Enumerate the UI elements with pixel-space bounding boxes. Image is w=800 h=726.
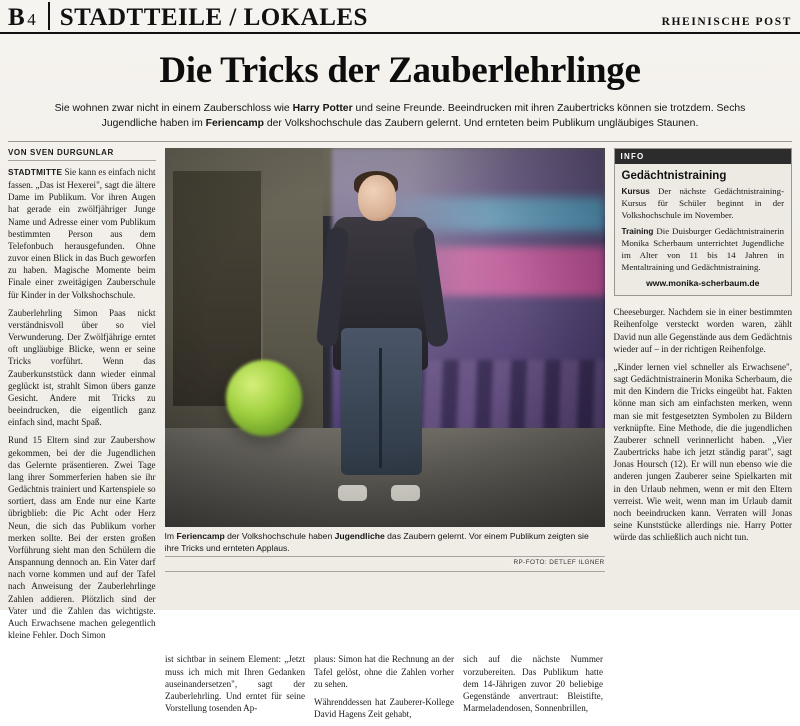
bottom-columns bbox=[0, 647, 800, 726]
info-box bbox=[614, 148, 792, 296]
photo-caption-bold-jugendliche: Jugendliche bbox=[334, 531, 385, 541]
column-left bbox=[8, 148, 156, 647]
info-box-title: Gedächtnistraining bbox=[621, 170, 727, 182]
standfirst bbox=[34, 101, 766, 131]
bottom-spacer bbox=[8, 653, 156, 726]
paper-name: RHEINISCHE POST bbox=[661, 16, 792, 28]
paragraph-3: Rund 15 Eltern sind zur Zaubershow gekommen, bei der die Jugendlichen das Gelernte präsentieren. Zwei Tage lang ihrer Sommerferien haben sie ihr Gedächtnis trainiert und Kartenspiele so sortiert, dass am Ende nur eine Karte übrigblieb: die Pic Acht oder Herz Neun, die sich das Publikum vorher merken sollte. Bei der ersten großen Vorführung sieht man den Schülern die Anspannung dennoch an. Ein Vater darf nach vorne kommen und auf der Tafel nach Anweisung der Zauberlehrlinge Zahlen addieren. Plötzlich sind der Vater und die Zahlen das wichtigste. Auch Erwachsene machen gelegentlich kleine Fehler. Doch Simon bbox=[8, 435, 156, 641]
section-badge bbox=[8, 5, 36, 30]
paragraph-4: ist sichtbar in seinem Element: „Jetzt muss ich mich mit Ihren Gedanken auseinandersetzen", sagt der Zauberlehrling. Und erntet für seine Vorstellung tosenden Ap- bbox=[165, 654, 305, 714]
paragraph-7: sich auf die nächste Nummer vorzubereiten. Das Publikum hatte dem 14-Jährigen zuvor 20 beliebige Gegenstände anvertraut: Bleistifte, Marmeladendosen, Sonnenbrillen, bbox=[463, 654, 603, 714]
paragraph-1-text: Sie kann es einfach nicht fassen. „Das ist Hexerei", sagt die ältere Dame im Publikum. Vor ihren Augen hat gerade ein zwölfjähriger Junge Name und Adresse einer vom Publikum bestimmten Person aus dem Telefonbuch herausgefunden. Ohne zuvor einen Blick in das Buch geworfen zu haben. Magische Momente beim Finale einer zweitägigen Zauberschule für Kinder in der Volkshochschule. bbox=[8, 167, 156, 300]
standfirst-feriencamp: Feriencamp bbox=[205, 117, 264, 129]
standfirst-part-2: und seine Freunde. Beeindrucken mit ihren Zaubertricks können sie trotzdem. Sechs Jugendliche haben im bbox=[101, 102, 746, 129]
paragraph-2: Zauberlehrling Simon Paas nickt verständnisvoll über so viel Verwunderung. Der Zwölfjährige erntet oft ungläubige Blicke, wenn er seine Tricks vorführt. Wenn das Zauberkunststück dann wieder einmal geglückt ist, strahlt Simon übers ganze Gesicht. Andere mit Tricks zu beeindrucken, die eigentlich ganz einfach sind, macht Spaß. bbox=[8, 307, 156, 428]
standfirst-part-1: Sie wohnen zwar nicht in einem Zauberschloss wie bbox=[54, 102, 293, 114]
masthead bbox=[0, 0, 800, 34]
column-right bbox=[614, 148, 792, 647]
info-box-text-kursus: Der nächste Gedächtnistraining-Kursus für Schüler beginnt in der Volkshochschule im November. bbox=[621, 186, 784, 220]
info-box-label-training: Training bbox=[621, 227, 654, 237]
dateline: STADTMITTE bbox=[8, 168, 63, 177]
paragraph-6: Währenddessen hat Zauberer-Kollege David Hagens Zeit gehabt, bbox=[314, 696, 454, 720]
section-letter: B bbox=[8, 4, 25, 31]
section-number: 4 bbox=[27, 10, 36, 29]
info-box-label-kursus: Kursus bbox=[621, 187, 650, 196]
photo-caption-part-2: der Volkshochschule haben bbox=[224, 531, 335, 541]
paragraph-9: „Kinder lernen viel schneller als Erwachsene", sagt Gedächtnistrainerin Monika Scherbaum, die mit den Kindern die Tricks eingeübt hat. Fakten könne man sich am einfachsten merken, wenn man sie mit festgesetzten Symbolen zu Bildern verknüpfte. Eine Methode, die die jugendlichen Zauberer schnell verinnerlicht haben. „Vier Zaubertricks habe ich jetzt ständig parat", sagt Jonas Hoursch (12). Er will nun ebenso wie die anderen jungen Zauberer seine Spielkarten mit in den Urlaub nehmen, wenn er mit den Eltern verreist. Wie weit, wenn man im Urlaub damit noch beeindrucken kann. Verraten will Jonas seine Kunststücke allerdings nie. Harry Potter würde das schließlich auch nicht tun. bbox=[613, 361, 792, 543]
info-box-paragraph-training bbox=[622, 226, 784, 273]
info-box-paragraph-kursus bbox=[622, 186, 784, 221]
standfirst-part-3: der Volkshochschule das Zaubern gelernt. Und ernteten beim Publikum ungläubiges Staunen. bbox=[263, 117, 699, 129]
photo-caption bbox=[165, 527, 605, 557]
bottom-column-1 bbox=[165, 653, 305, 726]
lead-rule bbox=[8, 141, 792, 142]
photo-caption-part-3: das Zaubern gelernt. Vor einem Publikum zeigten sie ihre Tricks und ernteten Applaus. bbox=[164, 531, 589, 553]
masthead-divider bbox=[48, 2, 50, 30]
info-box-kicker: INFO bbox=[615, 149, 791, 164]
article-body bbox=[0, 148, 800, 647]
page-title: Die Tricks der Zauberlehrlinge bbox=[159, 50, 641, 91]
photo-credit: RP-FOTO: DETLEF ILGNER bbox=[165, 557, 605, 572]
info-box-weblink[interactable]: www.monika-scherbaum.de bbox=[646, 278, 760, 289]
info-box-text-training: Die Duisburger Gedächtnistrainerin Monika Scherbaum unterrichtet Jugendliche im Alter von 11 bis 14 Jahren in Mentaltraining und Gedächtnistraining. bbox=[621, 226, 784, 272]
bottom-column-2 bbox=[314, 653, 454, 726]
photo-caption-bold-feriencamp: Feriencamp bbox=[176, 531, 225, 541]
paragraph-8: Cheeseburger. Nachdem sie in einer bestimmten Reihenfolge versteckt worden waren, zählt David nun alle Gegenstände aus dem Gedächtnis wieder auf – in der richtigen Reihenfolge. bbox=[613, 307, 792, 354]
photo-wrap bbox=[165, 148, 605, 572]
column-middle bbox=[165, 148, 605, 647]
photo-vignette bbox=[165, 148, 605, 527]
photo-caption-part-1: Im bbox=[164, 531, 177, 541]
paragraph-1 bbox=[8, 166, 156, 301]
masthead-title: STADTTEILE / LOKALES bbox=[59, 4, 368, 31]
article-photo bbox=[165, 148, 605, 527]
standfirst-harry-potter: Harry Potter bbox=[292, 102, 353, 114]
bottom-column-3 bbox=[463, 653, 603, 726]
paragraph-5: plaus: Simon hat die Rechnung an der Tafel gelöst, ohne die Zahlen vorher zu sehen. bbox=[314, 654, 454, 689]
byline: VON SVEN DURGUNLAR bbox=[8, 148, 156, 161]
